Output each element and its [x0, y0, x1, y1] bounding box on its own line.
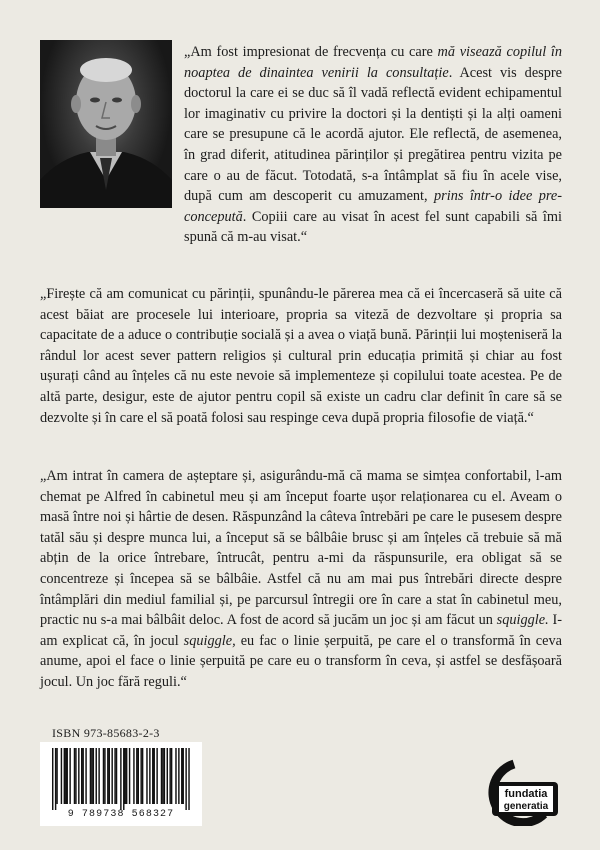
barcode-bar — [167, 748, 168, 804]
barcode-bar — [75, 748, 76, 804]
barcode-bar — [82, 748, 83, 804]
barcode-bar — [109, 748, 110, 804]
barcode-bar — [114, 748, 115, 804]
barcode-bar — [125, 748, 126, 804]
barcode-bar — [96, 748, 97, 804]
logo-line-2: generatia — [503, 801, 549, 812]
barcode-bar — [55, 748, 56, 810]
barcode-bar — [162, 748, 163, 804]
author-portrait — [40, 40, 172, 208]
barcode-bar — [123, 748, 124, 810]
barcode-bar — [52, 748, 53, 810]
barcode-bar — [81, 748, 82, 804]
barcode-bar — [91, 748, 92, 804]
barcode-bar — [138, 748, 139, 804]
barcode-bar — [67, 748, 68, 804]
barcode-bar — [90, 748, 91, 804]
barcode-bar — [129, 748, 130, 804]
barcode-bar — [120, 748, 121, 810]
publisher-logo — [472, 756, 574, 826]
barcode-bar — [78, 748, 79, 804]
barcode-bar — [175, 748, 176, 804]
barcode-bar — [69, 748, 70, 804]
barcode-bar — [185, 748, 186, 810]
barcode-bar — [103, 748, 104, 804]
barcode-bar — [152, 748, 153, 804]
barcode-bar — [98, 748, 99, 804]
barcode-bar — [142, 748, 143, 804]
quote-3: „Am intrat în camera de așteptare și, asigurându-mă că mama se simțea confortabil, l-am chemat pe Alfred în cabinetul meu și am început foarte ușor relaționarea cu el. Aveam o masă între noi și hârtie de desen. Răspunzând la câteva întrebări pe care le pusesem despre tatăl său și despre munca lui, a început să se bâlbâie brusc și am înțeles că trebuie să mă abțin de la orice întrebare, întrucât, pentru a-mi da răspunsurile, era obligat să se concentreze și începea să se bâlbâie. Astfel că nu am mai pus întrebări directe despre întâmplări din mediul familial și, pe parcursul întregii ore în care a stat în cabinetul meu, practic nu s-a mai bâlbâit deloc. A fost de acord să jucăm un joc și am făcut un squiggle. I-am explicat că, în jocul squiggle, eu fac o linie șerpuită, pe care el o transformă în ceva anume, apoi el face o linie șerpuită pe care eu o transform în ceva, și astfel se desfășoară jocul. Un joc fără reguli.“ — [40, 468, 562, 690]
barcode-bar — [183, 748, 184, 804]
barcode-bar — [111, 748, 112, 804]
barcode-bar — [161, 748, 162, 804]
quote-1: „Am fost impresionat de frecvența cu care mă visează copilul în noaptea de dinaintea venirii la consultație. Acest vis despre doctorul la care ei se duc să îl vadă reflectă evident echipamentul lor imaginativ cu privire la doctori și la dentiști și la alți oameni care se presupune că le acordă ajutor. Ele reflectă, de asemenea, în grad diferit, atitudinea părinților și pregătirea pentru vizita pe care o au de făcut. Totodată, s-a întâmplat să fiu în acele vise, după cum am descoperit cu amuzament, prins într-o idee pre-concepută. Copiii care au visat în acest fel sunt capabili să îmi spună că m-au visat.“ — [184, 44, 563, 246]
isbn-label: ISBN 973-85683-2-3 — [52, 726, 160, 740]
quote-2: „Firește că am comunicat cu părinții, spunându-le părerea mea că ei încercaseră să uite că acest băiat are procesele lui interioare, propria sa viteză de dezvoltare și propria sa capacitate de a aduce o contribuție socială și a avea o viață bună. Părinții lui moșteniseră la rândul lor acest sever pattern religios și cultural prin educația primită și chiar au fost ușurați când au înțeles că nu este nevoie să implementeze și copilului toate acestea. Pe de altă parte, desigur, este de ajutor pentru copil să existe un cadru clar definit în care să se dezvolte și în care el să poată folosi sau respinge ceva după propria filosofie de viață.“ — [40, 286, 562, 426]
barcode-bar — [154, 748, 155, 804]
barcode-bar — [93, 748, 94, 804]
barcode-bar — [156, 748, 157, 804]
barcode-bar — [149, 748, 150, 804]
barcode-bar — [126, 748, 127, 804]
logo-line-1: fundatia — [504, 788, 548, 800]
barcode-bar — [56, 748, 57, 804]
barcode-bar — [181, 748, 182, 804]
barcode-bar — [104, 748, 105, 804]
barcode-bar — [64, 748, 65, 804]
barcode-bar — [107, 748, 108, 804]
barcode-digits: 9 789738 568327 — [67, 809, 175, 820]
barcode-bar — [171, 748, 172, 804]
barcode — [40, 742, 202, 826]
barcode-bar — [188, 748, 189, 810]
barcode-bar — [164, 748, 165, 804]
barcode-bar — [146, 748, 147, 804]
barcode-bar — [133, 748, 134, 804]
barcode-bar — [140, 748, 141, 804]
barcode-bar — [85, 748, 86, 804]
barcode-bar — [61, 748, 62, 804]
barcode-bar — [74, 748, 75, 804]
barcode-bar — [178, 748, 179, 804]
barcode-bar — [116, 748, 117, 804]
barcode-bar — [169, 748, 170, 804]
barcode-bar — [65, 748, 66, 804]
barcode-bar — [136, 748, 137, 804]
